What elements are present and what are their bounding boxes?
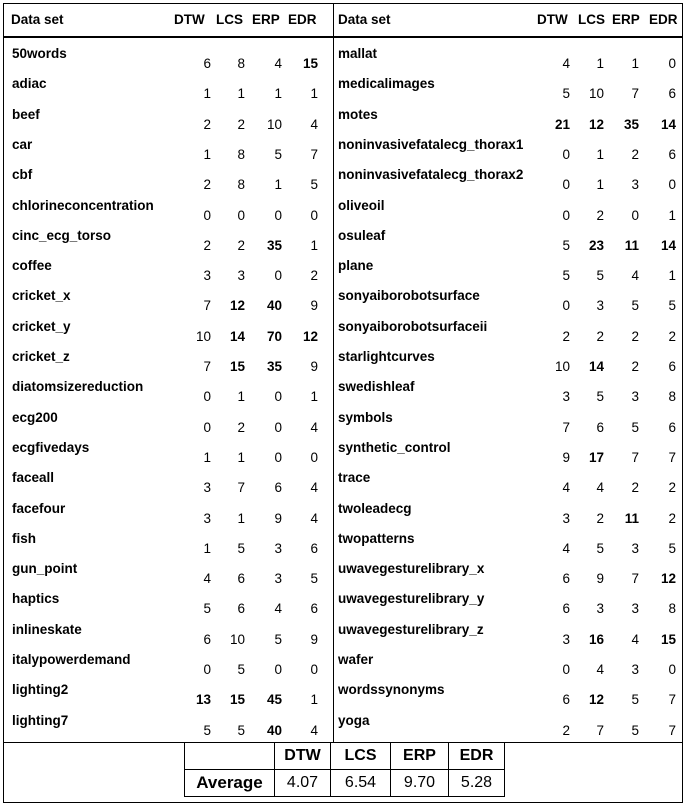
cell-erp: 40 (266, 722, 282, 738)
cell-erp: 5 (274, 631, 282, 647)
cell-erp: 5 (274, 146, 282, 162)
cell-lcs: 6 (237, 571, 245, 587)
cell-dtw: 5 (203, 601, 211, 617)
cell-edr: 1 (310, 692, 318, 708)
dataset-name: beef (12, 106, 40, 122)
cell-erp: 5 (631, 419, 639, 435)
cell-edr: 6 (668, 146, 676, 162)
cell-erp: 9 (274, 510, 282, 526)
header-lcs-right: LCS (578, 12, 605, 27)
cell-edr: 8 (668, 601, 676, 617)
dataset-name: motes (338, 106, 378, 122)
cell-lcs: 8 (237, 56, 245, 71)
cell-edr: 9 (310, 359, 318, 374)
cell-erp: 35 (266, 359, 282, 374)
header-edr-left: EDR (288, 12, 317, 27)
cell-dtw: 0 (203, 389, 211, 405)
cell-lcs: 3 (596, 298, 604, 314)
cell-dtw: 5 (562, 268, 570, 284)
average-header-dtw: DTW (275, 743, 331, 770)
average-value-row (185, 770, 505, 797)
header-rule (4, 36, 682, 38)
cell-lcs: 8 (237, 146, 245, 162)
cell-lcs: 7 (237, 480, 245, 496)
header-dtw-right: DTW (537, 12, 568, 27)
cell-erp: 0 (274, 419, 282, 435)
cell-dtw: 1 (203, 449, 211, 465)
header-dataset-left: Data set (11, 12, 64, 27)
dataset-name: italypowerdemand (12, 652, 131, 667)
cell-edr: 4 (310, 510, 318, 526)
dataset-name: wordssynonyms (338, 682, 445, 698)
cell-lcs: 3 (596, 601, 604, 617)
cell-lcs: 14 (229, 328, 245, 344)
cell-lcs: 12 (229, 298, 245, 314)
dataset-name: symbols (338, 409, 393, 425)
cell-edr: 0 (310, 207, 318, 223)
cell-dtw: 3 (203, 510, 211, 526)
cell-edr: 0 (668, 662, 676, 677)
average-lcs: 6.54 (331, 770, 391, 797)
dataset-name: synthetic_control (338, 439, 451, 455)
header-erp-left: ERP (252, 12, 280, 27)
cell-edr: 7 (668, 722, 676, 738)
cell-lcs: 10 (588, 86, 604, 102)
cell-edr: 2 (668, 510, 676, 526)
cell-edr: 5 (310, 177, 318, 193)
dataset-name: diatomsizereduction (12, 379, 144, 395)
cell-lcs: 2 (596, 207, 604, 223)
cell-edr: 8 (668, 389, 676, 405)
cell-dtw: 6 (562, 601, 570, 617)
cell-dtw: 0 (562, 298, 570, 314)
cell-erp: 70 (266, 328, 282, 344)
cell-dtw: 7 (203, 359, 211, 374)
cell-erp: 11 (624, 510, 639, 526)
cell-lcs: 5 (237, 722, 245, 738)
cell-edr: 0 (668, 177, 676, 193)
cell-erp: 35 (623, 116, 639, 132)
dataset-name: ecgfivedays (12, 439, 90, 455)
cell-erp: 0 (274, 389, 282, 405)
cell-edr: 1 (668, 268, 676, 284)
dataset-name: cricket_z (12, 349, 70, 364)
cell-lcs: 4 (596, 662, 604, 677)
cell-edr: 7 (668, 692, 676, 708)
cell-dtw: 7 (562, 419, 570, 435)
cell-lcs: 5 (596, 540, 604, 556)
cell-edr: 6 (310, 601, 318, 617)
cell-lcs: 1 (237, 86, 245, 102)
cell-lcs: 6 (237, 601, 245, 617)
cell-edr: 12 (660, 571, 676, 587)
dataset-name: coffee (12, 258, 52, 274)
average-empty-cell (185, 743, 275, 770)
cell-dtw: 2 (203, 237, 211, 253)
cell-erp: 2 (631, 359, 639, 374)
cell-lcs: 5 (596, 268, 604, 284)
cell-dtw: 0 (562, 146, 570, 162)
dataset-name: noninvasivefatalecg_thorax1 (338, 136, 524, 152)
cell-dtw: 3 (203, 268, 211, 284)
cell-erp: 6 (274, 480, 282, 496)
cell-dtw: 6 (203, 56, 211, 71)
dataset-name: uwavegesturelibrary_y (338, 591, 485, 607)
header-erp-right: ERP (612, 12, 640, 27)
cell-dtw: 21 (554, 116, 570, 132)
cell-edr: 6 (668, 86, 676, 102)
cell-erp: 40 (266, 298, 282, 314)
header-dataset-right: Data set (338, 12, 391, 27)
cell-dtw: 5 (562, 86, 570, 102)
cell-edr: 6 (310, 540, 318, 556)
cell-edr: 9 (310, 298, 318, 314)
cell-lcs: 2 (596, 328, 604, 344)
dataset-name: twopatterns (338, 530, 415, 546)
cell-lcs: 2 (596, 510, 604, 526)
cell-lcs: 1 (237, 510, 245, 526)
cell-lcs: 8 (237, 177, 245, 193)
cell-lcs: 2 (237, 116, 245, 132)
cell-edr: 14 (660, 237, 676, 253)
header-dtw-left: DTW (174, 12, 205, 27)
cell-edr: 7 (668, 449, 676, 465)
cell-dtw: 0 (203, 207, 211, 223)
cell-dtw: 6 (562, 692, 570, 708)
cell-edr: 2 (310, 268, 318, 284)
dataset-name: haptics (12, 591, 60, 607)
cell-lcs: 15 (229, 692, 245, 708)
cell-erp: 7 (631, 571, 639, 587)
cell-edr: 5 (310, 571, 318, 587)
cell-lcs: 7 (596, 722, 604, 738)
cell-erp: 7 (631, 86, 639, 102)
cell-lcs: 2 (237, 419, 245, 435)
cell-erp: 10 (266, 116, 282, 132)
cell-edr: 1 (310, 237, 318, 253)
cell-erp: 5 (631, 722, 639, 738)
cell-edr: 4 (310, 419, 318, 435)
cell-lcs: 12 (588, 692, 604, 708)
cell-edr: 0 (310, 449, 318, 465)
cell-edr: 12 (302, 328, 318, 344)
average-erp: 9.70 (391, 770, 449, 797)
cell-erp: 45 (266, 692, 282, 708)
dataset-name: trace (338, 470, 371, 486)
cell-edr: 2 (668, 328, 676, 344)
cell-lcs: 2 (237, 237, 245, 253)
cell-edr: 15 (660, 631, 676, 647)
dataset-name: adiac (12, 76, 47, 92)
cell-edr: 5 (668, 298, 676, 314)
average-table (184, 742, 505, 797)
cell-erp: 3 (274, 571, 282, 587)
cell-lcs: 3 (237, 268, 245, 284)
cell-edr: 6 (668, 419, 676, 435)
dataset-name: wafer (338, 652, 374, 667)
dataset-name: cbf (12, 167, 33, 183)
average-label: Average (185, 770, 275, 797)
cell-edr: 14 (660, 116, 676, 132)
cell-dtw: 10 (554, 359, 570, 374)
cell-lcs: 6 (596, 419, 604, 435)
cell-erp: 0 (274, 207, 282, 223)
dataset-name: facefour (12, 500, 66, 516)
cell-dtw: 0 (203, 662, 211, 677)
cell-lcs: 5 (596, 389, 604, 405)
cell-edr: 2 (668, 480, 676, 496)
cell-erp: 3 (631, 601, 639, 617)
cell-erp: 3 (631, 540, 639, 556)
cell-erp: 3 (274, 540, 282, 556)
cell-erp: 7 (631, 449, 639, 465)
cell-lcs: 23 (588, 237, 604, 253)
cell-lcs: 15 (229, 359, 245, 374)
dataset-name: 50words (12, 46, 67, 61)
cell-lcs: 1 (596, 146, 604, 162)
cell-dtw: 5 (203, 722, 211, 738)
cell-erp: 5 (631, 692, 639, 708)
cell-dtw: 2 (203, 116, 211, 132)
cell-erp: 4 (631, 268, 639, 284)
average-header-edr: EDR (449, 743, 505, 770)
cell-dtw: 4 (562, 480, 570, 496)
dataset-name: faceall (12, 470, 55, 486)
dataset-name: uwavegesturelibrary_x (338, 561, 485, 577)
cell-erp: 2 (631, 480, 639, 496)
dataset-name: car (12, 136, 33, 152)
column-divider (333, 4, 334, 743)
cell-lcs: 1 (596, 177, 604, 193)
cell-dtw: 13 (195, 692, 211, 708)
header-edr-right: EDR (649, 12, 678, 27)
cell-erp: 5 (631, 298, 639, 314)
dataset-name: ecg200 (12, 409, 58, 425)
cell-lcs: 0 (237, 207, 245, 223)
average-dtw: 4.07 (275, 770, 331, 797)
cell-dtw: 10 (195, 328, 211, 344)
dataset-name: swedishleaf (338, 379, 415, 395)
cell-erp: 35 (266, 237, 282, 253)
cell-dtw: 1 (203, 540, 211, 556)
cell-lcs: 10 (229, 631, 245, 647)
cell-erp: 2 (631, 328, 639, 344)
cell-edr: 15 (302, 56, 318, 71)
cell-dtw: 3 (203, 480, 211, 496)
dataset-name: fish (12, 530, 37, 546)
cell-lcs: 5 (237, 662, 245, 677)
dataset-name: sonyaiborobotsurfaceii (338, 318, 488, 334)
cell-dtw: 2 (203, 177, 211, 193)
cell-lcs: 4 (596, 480, 604, 496)
dataset-name: lighting7 (12, 712, 69, 728)
dataset-name: lighting2 (12, 682, 69, 698)
cell-dtw: 4 (562, 56, 570, 71)
cell-erp: 3 (631, 389, 639, 405)
results-table (3, 3, 683, 803)
dataset-name: sonyaiborobotsurface (338, 288, 480, 304)
cell-lcs: 1 (237, 449, 245, 465)
cell-dtw: 3 (562, 389, 570, 405)
cell-dtw: 1 (203, 86, 211, 102)
cell-dtw: 6 (562, 571, 570, 587)
dataset-name: oliveoil (338, 197, 385, 213)
cell-erp: 3 (631, 662, 639, 677)
cell-erp: 0 (274, 268, 282, 284)
dataset-name: yoga (338, 712, 370, 728)
cell-edr: 1 (310, 389, 318, 405)
cell-lcs: 17 (588, 449, 604, 465)
cell-erp: 0 (274, 662, 282, 677)
cell-lcs: 12 (588, 116, 604, 132)
cell-erp: 1 (274, 86, 282, 102)
cell-dtw: 6 (203, 631, 211, 647)
cell-erp: 4 (274, 56, 282, 71)
cell-dtw: 0 (203, 419, 211, 435)
cell-lcs: 16 (588, 631, 604, 647)
cell-lcs: 14 (588, 359, 604, 374)
dataset-name: inlineskate (12, 621, 82, 637)
dataset-name: gun_point (12, 561, 78, 577)
average-header-row (185, 743, 505, 770)
cell-edr: 6 (668, 359, 676, 374)
average-header-lcs: LCS (331, 743, 391, 770)
cell-dtw: 4 (562, 540, 570, 556)
average-edr: 5.28 (449, 770, 505, 797)
dataset-name: chlorineconcentration (12, 197, 154, 213)
dataset-name: cinc_ecg_torso (12, 227, 112, 243)
dataset-name: medicalimages (338, 76, 435, 92)
cell-erp: 0 (631, 207, 639, 223)
cell-dtw: 3 (562, 631, 570, 647)
dataset-name: mallat (338, 46, 378, 61)
cell-erp: 4 (631, 631, 639, 647)
dataset-name: osuleaf (338, 227, 386, 243)
cell-dtw: 0 (562, 177, 570, 193)
cell-dtw: 0 (562, 662, 570, 677)
cell-edr: 4 (310, 116, 318, 132)
cell-dtw: 0 (562, 207, 570, 223)
cell-edr: 1 (310, 86, 318, 102)
dataset-name: starlightcurves (338, 349, 435, 364)
dataset-name: noninvasivefatalecg_thorax2 (338, 167, 524, 183)
cell-dtw: 2 (562, 328, 570, 344)
cell-edr: 7 (310, 146, 318, 162)
dataset-name: cricket_y (12, 318, 71, 334)
cell-edr: 0 (310, 662, 318, 677)
cell-dtw: 3 (562, 510, 570, 526)
cell-erp: 1 (631, 56, 639, 71)
dataset-name: twoleadecg (338, 500, 412, 516)
cell-dtw: 2 (562, 722, 570, 738)
cell-dtw: 1 (203, 146, 211, 162)
cell-edr: 4 (310, 722, 318, 738)
dataset-name: uwavegesturelibrary_z (338, 621, 484, 637)
cell-erp: 11 (624, 237, 639, 253)
average-header-erp: ERP (391, 743, 449, 770)
dataset-name: cricket_x (12, 288, 71, 304)
cell-erp: 1 (274, 177, 282, 193)
cell-lcs: 1 (237, 389, 245, 405)
cell-lcs: 1 (596, 56, 604, 71)
cell-edr: 9 (310, 631, 318, 647)
cell-edr: 4 (310, 480, 318, 496)
cell-edr: 0 (668, 56, 676, 71)
cell-lcs: 5 (237, 540, 245, 556)
cell-dtw: 5 (562, 237, 570, 253)
cell-dtw: 7 (203, 298, 211, 314)
cell-dtw: 9 (562, 449, 570, 465)
cell-erp: 2 (631, 146, 639, 162)
cell-erp: 0 (274, 449, 282, 465)
cell-erp: 4 (274, 601, 282, 617)
dataset-name: plane (338, 258, 374, 274)
cell-edr: 1 (668, 207, 676, 223)
cell-edr: 5 (668, 540, 676, 556)
cell-dtw: 4 (203, 571, 211, 587)
header-lcs-left: LCS (216, 12, 243, 27)
cell-lcs: 9 (596, 571, 604, 587)
cell-erp: 3 (631, 177, 639, 193)
